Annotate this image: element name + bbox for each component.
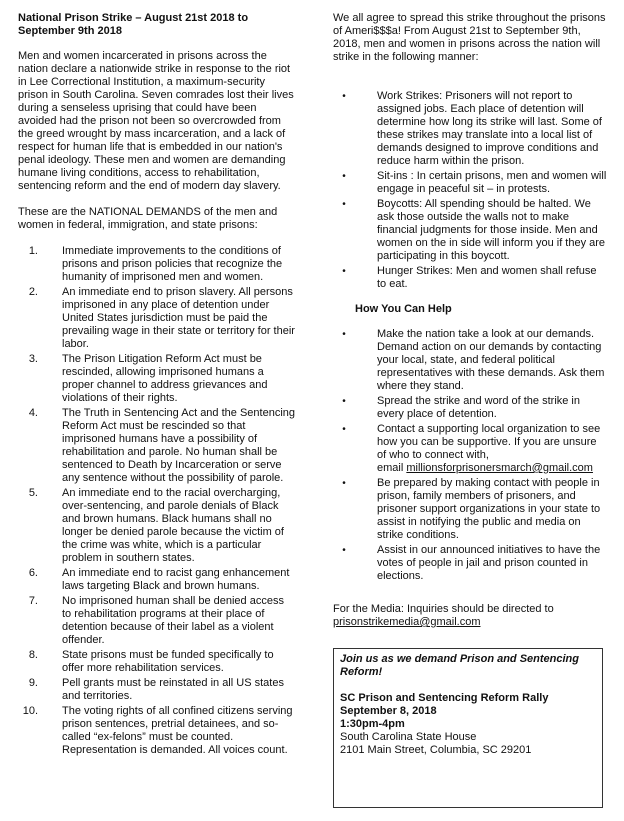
bullet-icon: • xyxy=(342,478,346,489)
demand-item xyxy=(18,677,296,703)
help-item-contact xyxy=(377,423,608,475)
demand-number: 9. xyxy=(28,677,38,689)
organizer-email-link[interactable]: millionsforprisonersmarch@gmail.com xyxy=(406,462,593,474)
demand-item xyxy=(18,487,296,565)
help-list xyxy=(333,328,608,583)
help-item-spread: Spread the strike and word of the strike in every place of detention. xyxy=(377,395,580,420)
demand-number: 3. xyxy=(28,353,38,365)
demand-item xyxy=(18,705,296,757)
help-item-contact-text: Contact a supporting local organization to see how you can be supportive. If you are unsure of who to connect with, xyxy=(377,423,601,461)
strike-method-sitins: Sit-ins : In certain prisons, men and women will engage in peaceful sit – in protests. xyxy=(377,170,607,195)
list-item xyxy=(333,395,608,421)
list-item xyxy=(333,544,608,583)
list-item xyxy=(333,265,608,291)
rally-date: September 8, 2018 xyxy=(340,705,437,717)
demand-text: Immediate improvements to the conditions of prisons and prison policies that recognize the humanity of imprisoned men and women. xyxy=(62,245,283,283)
media-paragraph xyxy=(333,603,608,629)
rally-time: 1:30pm-4pm xyxy=(340,718,405,730)
bullet-icon: • xyxy=(342,266,346,277)
list-item xyxy=(333,90,608,168)
demand-text: No imprisoned human shall be denied access to rehabilitation programs at their place of detention because of their label as a violent offender. xyxy=(62,595,284,646)
demands-intro: These are the NATIONAL DEMANDS of the men and women in federal, immigration, and state prisons: xyxy=(18,206,278,231)
demand-number: 2. xyxy=(28,286,38,298)
demand-text: An immediate end to racist gang enhancement laws targeting Black and brown humans. xyxy=(62,567,290,592)
bullet-icon: • xyxy=(342,396,346,407)
strike-method-boycotts: Boycotts: All spending should be halted. We ask those outside the walls not to make financial judgments for those inside. Men and women on the in side will inform you if they are participating in this boycott. xyxy=(377,198,606,262)
rally-venue: South Carolina State House xyxy=(340,731,477,743)
demand-number: 7. xyxy=(28,595,38,607)
help-item-votes: Assist in our announced initiatives to have the votes of people in jail and prison counted in elections. xyxy=(377,544,601,582)
right-column xyxy=(333,12,608,629)
media-email-link[interactable]: prisonstrikemedia@gmail.com xyxy=(333,616,481,628)
media-text: For the Media: Inquiries should be directed to xyxy=(333,603,554,615)
bullet-icon: • xyxy=(342,91,346,102)
agree-paragraph: We all agree to spread this strike throughout the prisons of Ameri$$$a! From August 21st to September 9th, 2018, men and women in prisons across the nation will strike in the following manner: xyxy=(333,12,606,63)
demand-number: 8. xyxy=(28,649,38,661)
list-item xyxy=(333,198,608,263)
bullet-icon: • xyxy=(342,424,346,435)
strike-method-work: Work Strikes: Prisoners will not report to assigned jobs. Each place of detention will determine how long its strike will last. Some of these strikes may translate into a local list of demands designed to improve conditions and reduce harm within the prison. xyxy=(377,90,602,167)
demand-number: 1. xyxy=(28,245,38,257)
demand-number: 4. xyxy=(28,407,38,419)
demand-text: The Prison Litigation Reform Act must be rescinded, allowing imprisoned humans a proper channel to address grievances and violations of their rights. xyxy=(62,353,268,404)
rally-title: SC Prison and Sentencing Reform Rally xyxy=(340,692,549,704)
demand-item xyxy=(18,286,296,351)
rally-join-heading: Join us as we demand Prison and Sentencing Reform! xyxy=(340,653,579,678)
list-item xyxy=(333,170,608,196)
demand-item xyxy=(18,407,296,485)
bullet-icon: • xyxy=(342,199,346,210)
list-item xyxy=(333,328,608,393)
rally-box xyxy=(333,648,603,808)
demand-item xyxy=(18,567,296,593)
demand-item xyxy=(18,245,296,284)
demand-item xyxy=(18,649,296,675)
flyer-title: National Prison Strike – August 21st 2018 to September 9th 2018 xyxy=(18,12,249,37)
rally-address: 2101 Main Street, Columbia, SC 29201 xyxy=(340,744,532,756)
help-item-prepare: Be prepared by making contact with people in prison, family members of prisoners, and prisoner support organizations in your state to assist in notifying the public and media on strike conditions. xyxy=(377,477,601,541)
strike-methods-list xyxy=(333,90,608,291)
intro-paragraph: Men and women incarcerated in prisons across the nation declare a nationwide strike in response to the riot in Lee Correctional Institution, a maximum-security prison in South Carolina. Seven comrades lost their lives during a senseless uprising that could have been avoided had the prison not been so overcrowded from the greed wrought by mass incarceration, and a lack of respect for human life that is embedded in our nation's penal ideology. These men and women are demanding humane living conditions, access to rehabilitation, sentencing reform and the end of modern day slavery. xyxy=(18,50,294,192)
demand-number: 10. xyxy=(22,705,38,717)
help-heading: How You Can Help xyxy=(355,303,452,315)
bullet-icon: • xyxy=(342,545,346,556)
demand-item xyxy=(18,353,296,405)
list-item xyxy=(333,477,608,542)
bullet-icon: • xyxy=(342,171,346,182)
help-item-demands: Make the nation take a look at our demands. Demand action on our demands by contacting your local, state, and federal political representatives with these demands. Ask them where they stand. xyxy=(377,328,605,392)
demand-item xyxy=(18,595,296,647)
list-item xyxy=(333,423,608,475)
demand-text: The Truth in Sentencing Act and the Sentencing Reform Act must be rescinded so that imprisoned humans have a possibility of rehabilitation and parole. No human shall be sentenced to Death by Incarceration or serve any sentence without the possibility of parole. xyxy=(62,407,295,484)
demand-text: State prisons must be funded specifically to offer more rehabilitation services. xyxy=(62,649,274,674)
demand-text: Pell grants must be reinstated in all US states and territories. xyxy=(62,677,284,702)
demand-text: An immediate end to prison slavery. All persons imprisoned in any place of detention under United States jurisdiction must be paid the prevailing wage in their state or territory for their labor. xyxy=(62,286,295,350)
demand-text: The voting rights of all confined citizens serving prison sentences, pretrial detainees, and so-called “ex-felons” must be counted. Representation is demanded. All voices count. xyxy=(62,705,293,756)
demand-number: 6. xyxy=(28,567,38,579)
left-column xyxy=(18,12,296,759)
demand-text: An immediate end to the racial overcharging, over-sentencing, and parole denials of Black and brown humans. Black humans shall no longer be denied parole because the victim of the crime was white, which is a particular problem in southern states. xyxy=(62,487,284,564)
email-label: email xyxy=(377,462,404,474)
bullet-icon: • xyxy=(342,329,346,340)
demand-number: 5. xyxy=(28,487,38,499)
strike-method-hunger: Hunger Strikes: Men and women shall refuse to eat. xyxy=(377,265,597,290)
demands-list xyxy=(18,245,296,757)
